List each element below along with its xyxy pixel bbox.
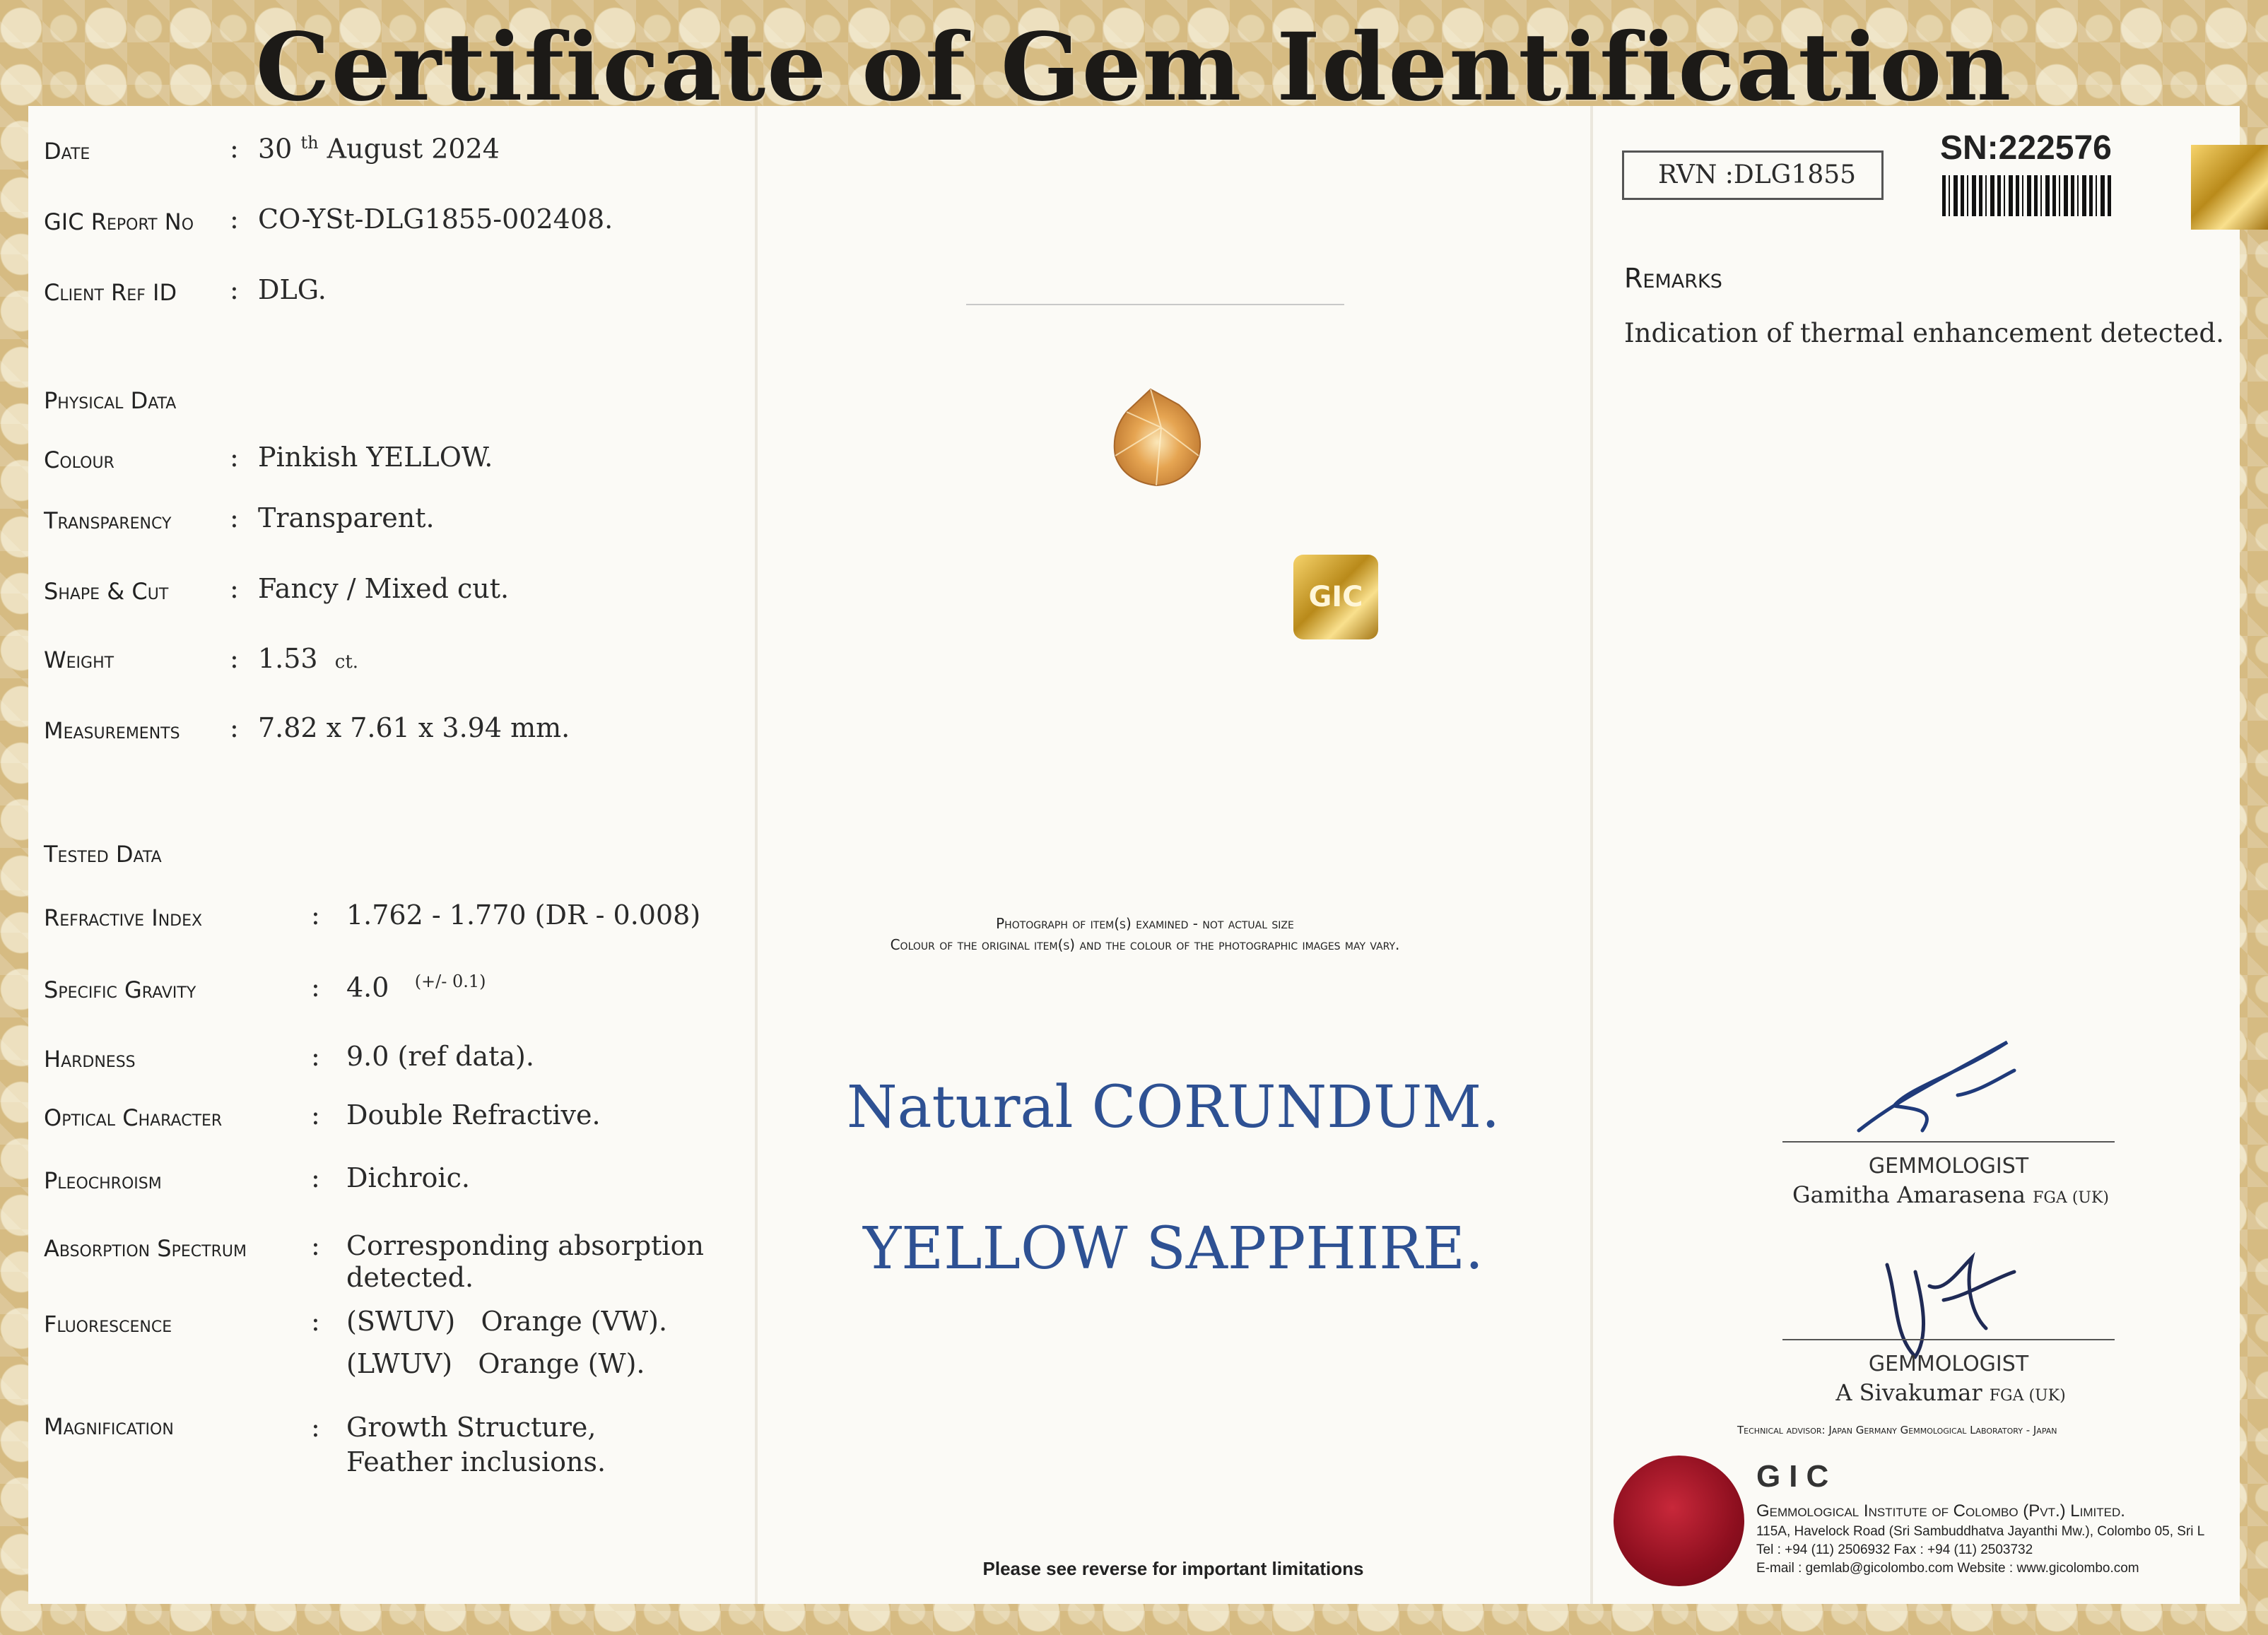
gemstone-photo [1108,385,1214,491]
colon: : [230,502,239,533]
remarks-heading: Remarks [1624,263,1722,294]
gic-logo-text: GIC [1756,1459,1838,1494]
colon: : [311,1306,320,1337]
colour-value: Pinkish YELLOW. [258,442,493,473]
colon: : [311,1162,320,1193]
ri-value: 1.762 - 1.770 (DR - 0.008) [346,899,701,931]
colon: : [230,643,239,674]
hardness-label: Hardness [44,1046,136,1073]
optical-character-value: Double Refractive. [346,1099,601,1131]
colon: : [230,203,239,235]
transparency-label: Transparency [44,507,172,534]
hardness-value: 9.0 (ref data). [346,1041,534,1072]
magnification-label: Magnification [44,1413,174,1440]
wax-seal [1614,1456,1744,1586]
pleochroism-value: Dichroic. [346,1162,470,1193]
gemmologist-2-role: GEMMOLOGIST [1868,1352,2029,1376]
sg-value: 4.0 $^{(+/- 0.1)}$ [346,972,486,1003]
fold-line [1590,106,1593,1604]
colon: : [230,442,239,473]
certificate-title: Certificate of Gem Identification [255,13,2013,122]
signature-2 [1866,1244,2021,1364]
colon: : [230,573,239,604]
colon: : [230,133,239,164]
fluorescence-label: Fluorescence [44,1311,172,1338]
gic-hologram-small [2191,145,2268,230]
colon: : [230,712,239,743]
institute-name: Gemmological Institute of Colombo (Pvt.) Limited. [1756,1501,2125,1521]
gic-hologram-sticker: GIC [1293,555,1378,639]
signature-line-2 [1782,1339,2115,1340]
date-label: Date [44,138,90,165]
report-no-value: CO-YSt-DLG1855-002408. [258,203,613,235]
absorption-value-line2: detected. [346,1262,474,1293]
variety-identification: YELLOW SAPPHIRE. [863,1215,1483,1282]
report-no-label: GIC Report No [44,208,194,235]
measurements-label: Measurements [44,717,180,744]
institute-phone: Tel : +94 (11) 2506932 Fax : +94 (11) 2503732 [1756,1542,2033,1557]
fluorescence-lwuv: (LWUV) Orange (W). [346,1348,645,1379]
tested-data-heading: Tested Data [44,841,162,868]
fold-line [755,106,758,1604]
absorption-value-line1: Corresponding absorption [346,1230,704,1261]
colon: : [311,899,320,931]
shape-cut-label: Shape & Cut [44,578,169,605]
absorption-label: Absorption Spectrum [44,1235,247,1262]
photo-caption-1: Photograph of item(s) examined - not actual size [996,915,1294,932]
sg-label: Specific Gravity [44,976,196,1003]
institute-address: 115A, Havelock Road (Sri Sambuddhatva Jayanthi Mw.), Colombo 05, Sri L [1756,1524,2205,1539]
gemmologist-1-name: Gamitha Amarasena FGA (UK) [1792,1181,2109,1208]
measurements-value: 7.82 x 7.61 x 3.94 mm. [258,712,570,743]
ri-label: Refractive Index [44,904,203,931]
weight-value: 1.53 ct. [258,643,359,674]
optical-character-label: Optical Character [44,1104,223,1131]
photo-caption-2: Colour of the original item(s) and the colour of the photographic images may vary. [890,936,1400,953]
barcode [1942,175,2112,216]
shape-cut-value: Fancy / Mixed cut. [258,573,510,604]
transparency-value: Transparent. [258,502,435,533]
limitations-note: Please see reverse for important limitations [982,1558,1364,1579]
signature-1 [1852,1039,2021,1145]
signature-line-1 [1782,1141,2115,1143]
colon: : [230,274,239,305]
colon: : [311,1412,320,1443]
serial-number: SN:222576 [1940,129,2112,167]
gemmologist-2-name: A Sivakumar FGA (UK) [1835,1379,2066,1406]
colour-label: Colour [44,447,114,473]
magnification-value-line1: Growth Structure, [346,1412,597,1443]
pleochroism-label: Pleochroism [44,1167,162,1194]
client-ref-label: Client Ref ID [44,279,177,306]
colon: : [311,1230,320,1261]
gemmologist-1-role: GEMMOLOGIST [1868,1154,2029,1179]
weight-label: Weight [44,647,114,673]
physical-data-heading: Physical Data [44,387,177,414]
rvn-box: RVN :DLG1855 [1622,150,1884,200]
technical-advisor: Technical advisor: Japan Germany Gemmological Laboratory - Japan [1737,1424,2057,1436]
magnification-value-line2: Feather inclusions. [346,1446,606,1477]
date-value: 30 $^{th}$ August 2024 [258,133,500,165]
client-ref-value: DLG. [258,274,327,305]
species-identification: Natural CORUNDUM. [846,1074,1500,1141]
colon: : [311,1041,320,1072]
colon: : [311,972,320,1003]
institute-email: E-mail : gemlab@gicolombo.com Website : www.gicolombo.com [1756,1561,2139,1576]
fluorescence-swuv: (SWUV) Orange (VW). [346,1306,668,1337]
colon: : [311,1099,320,1131]
remarks-text: Indication of thermal enhancement detected. [1624,318,2224,348]
